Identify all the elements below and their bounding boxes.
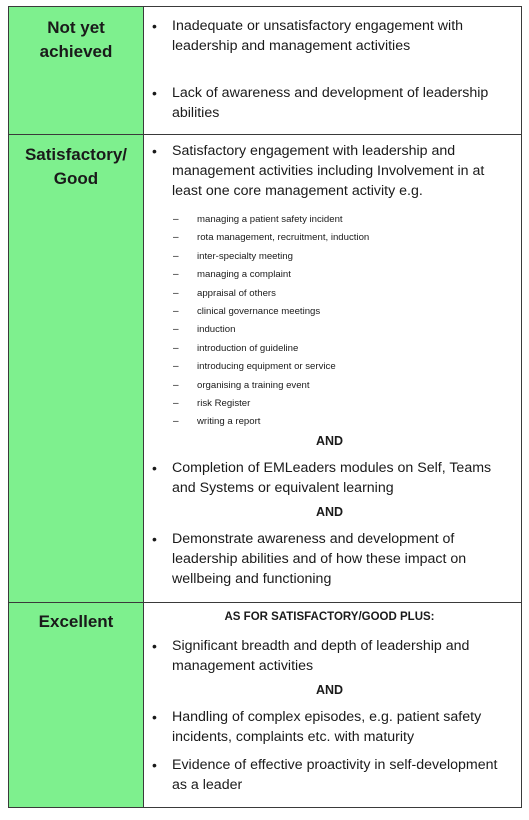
sub-item: – rota management, recruitment, induction	[144, 229, 515, 247]
level-label: Not yet achieved	[39, 18, 113, 61]
level-label: Satisfactory/ Good	[24, 145, 128, 188]
sub-item: – clinical governance meetings	[144, 303, 515, 321]
criteria-list	[144, 16, 515, 123]
criterion: • Inadequate or unsatisfactory engagement with leadership and management activities	[144, 16, 515, 56]
level-cell	[9, 603, 144, 808]
criteria-cell	[144, 603, 522, 808]
criterion: • Significant breadth and depth of leadership and management activities	[144, 636, 515, 676]
rubric-row-excellent	[9, 603, 522, 808]
criteria-cell	[144, 135, 522, 603]
sub-item: – appraisal of others	[144, 285, 515, 303]
criteria-list	[144, 458, 515, 498]
sub-item: – managing a complaint	[144, 266, 515, 284]
criterion: • Evidence of effective proactivity in self-development as a leader	[144, 755, 515, 795]
level-cell	[9, 7, 144, 135]
assessment-rubric-table	[8, 6, 522, 808]
and-connector: AND	[315, 504, 344, 519]
criterion: • Completion of EMLeaders modules on Self, Teams and Systems or equivalent learning	[144, 458, 515, 498]
and-connector: AND	[315, 433, 344, 448]
criterion: • Handling of complex episodes, e.g. patient safety incidents, complaints etc. with maturity	[144, 707, 515, 747]
level-cell	[9, 135, 144, 603]
rubric-row-satisfactory-good	[9, 135, 522, 603]
sub-item: – managing a patient safety incident	[144, 211, 515, 229]
criteria-cell	[144, 7, 522, 135]
criteria-list	[144, 141, 515, 201]
sub-item: – organising a training event	[144, 377, 515, 395]
and-connector: AND	[315, 683, 344, 697]
example-activities-list	[144, 211, 515, 432]
sub-item: – introducing equipment or service	[144, 358, 515, 376]
criterion: • Satisfactory engagement with leadership and management activities including Involvement in at least one core management activity e.g.	[144, 141, 515, 201]
criteria-list	[144, 636, 515, 676]
sub-item: – induction	[144, 321, 515, 339]
sub-item: – inter-specialty meeting	[144, 248, 515, 266]
criteria-list	[144, 707, 515, 795]
sub-item: – introduction of guideline	[144, 340, 515, 358]
sub-item: – writing a report	[144, 413, 515, 431]
sub-item: – risk Register	[144, 395, 515, 413]
criterion: • Lack of awareness and development of leadership abilities	[144, 83, 515, 123]
criterion: • Demonstrate awareness and development of leadership abilities and of how these impact on wellbeing and functioning	[144, 529, 515, 589]
criteria-list	[144, 529, 515, 589]
rubric-row-not-yet-achieved	[9, 7, 522, 135]
level-label: Excellent	[38, 612, 114, 631]
plus-heading: AS FOR SATISFACTORY/GOOD PLUS:	[224, 611, 435, 623]
